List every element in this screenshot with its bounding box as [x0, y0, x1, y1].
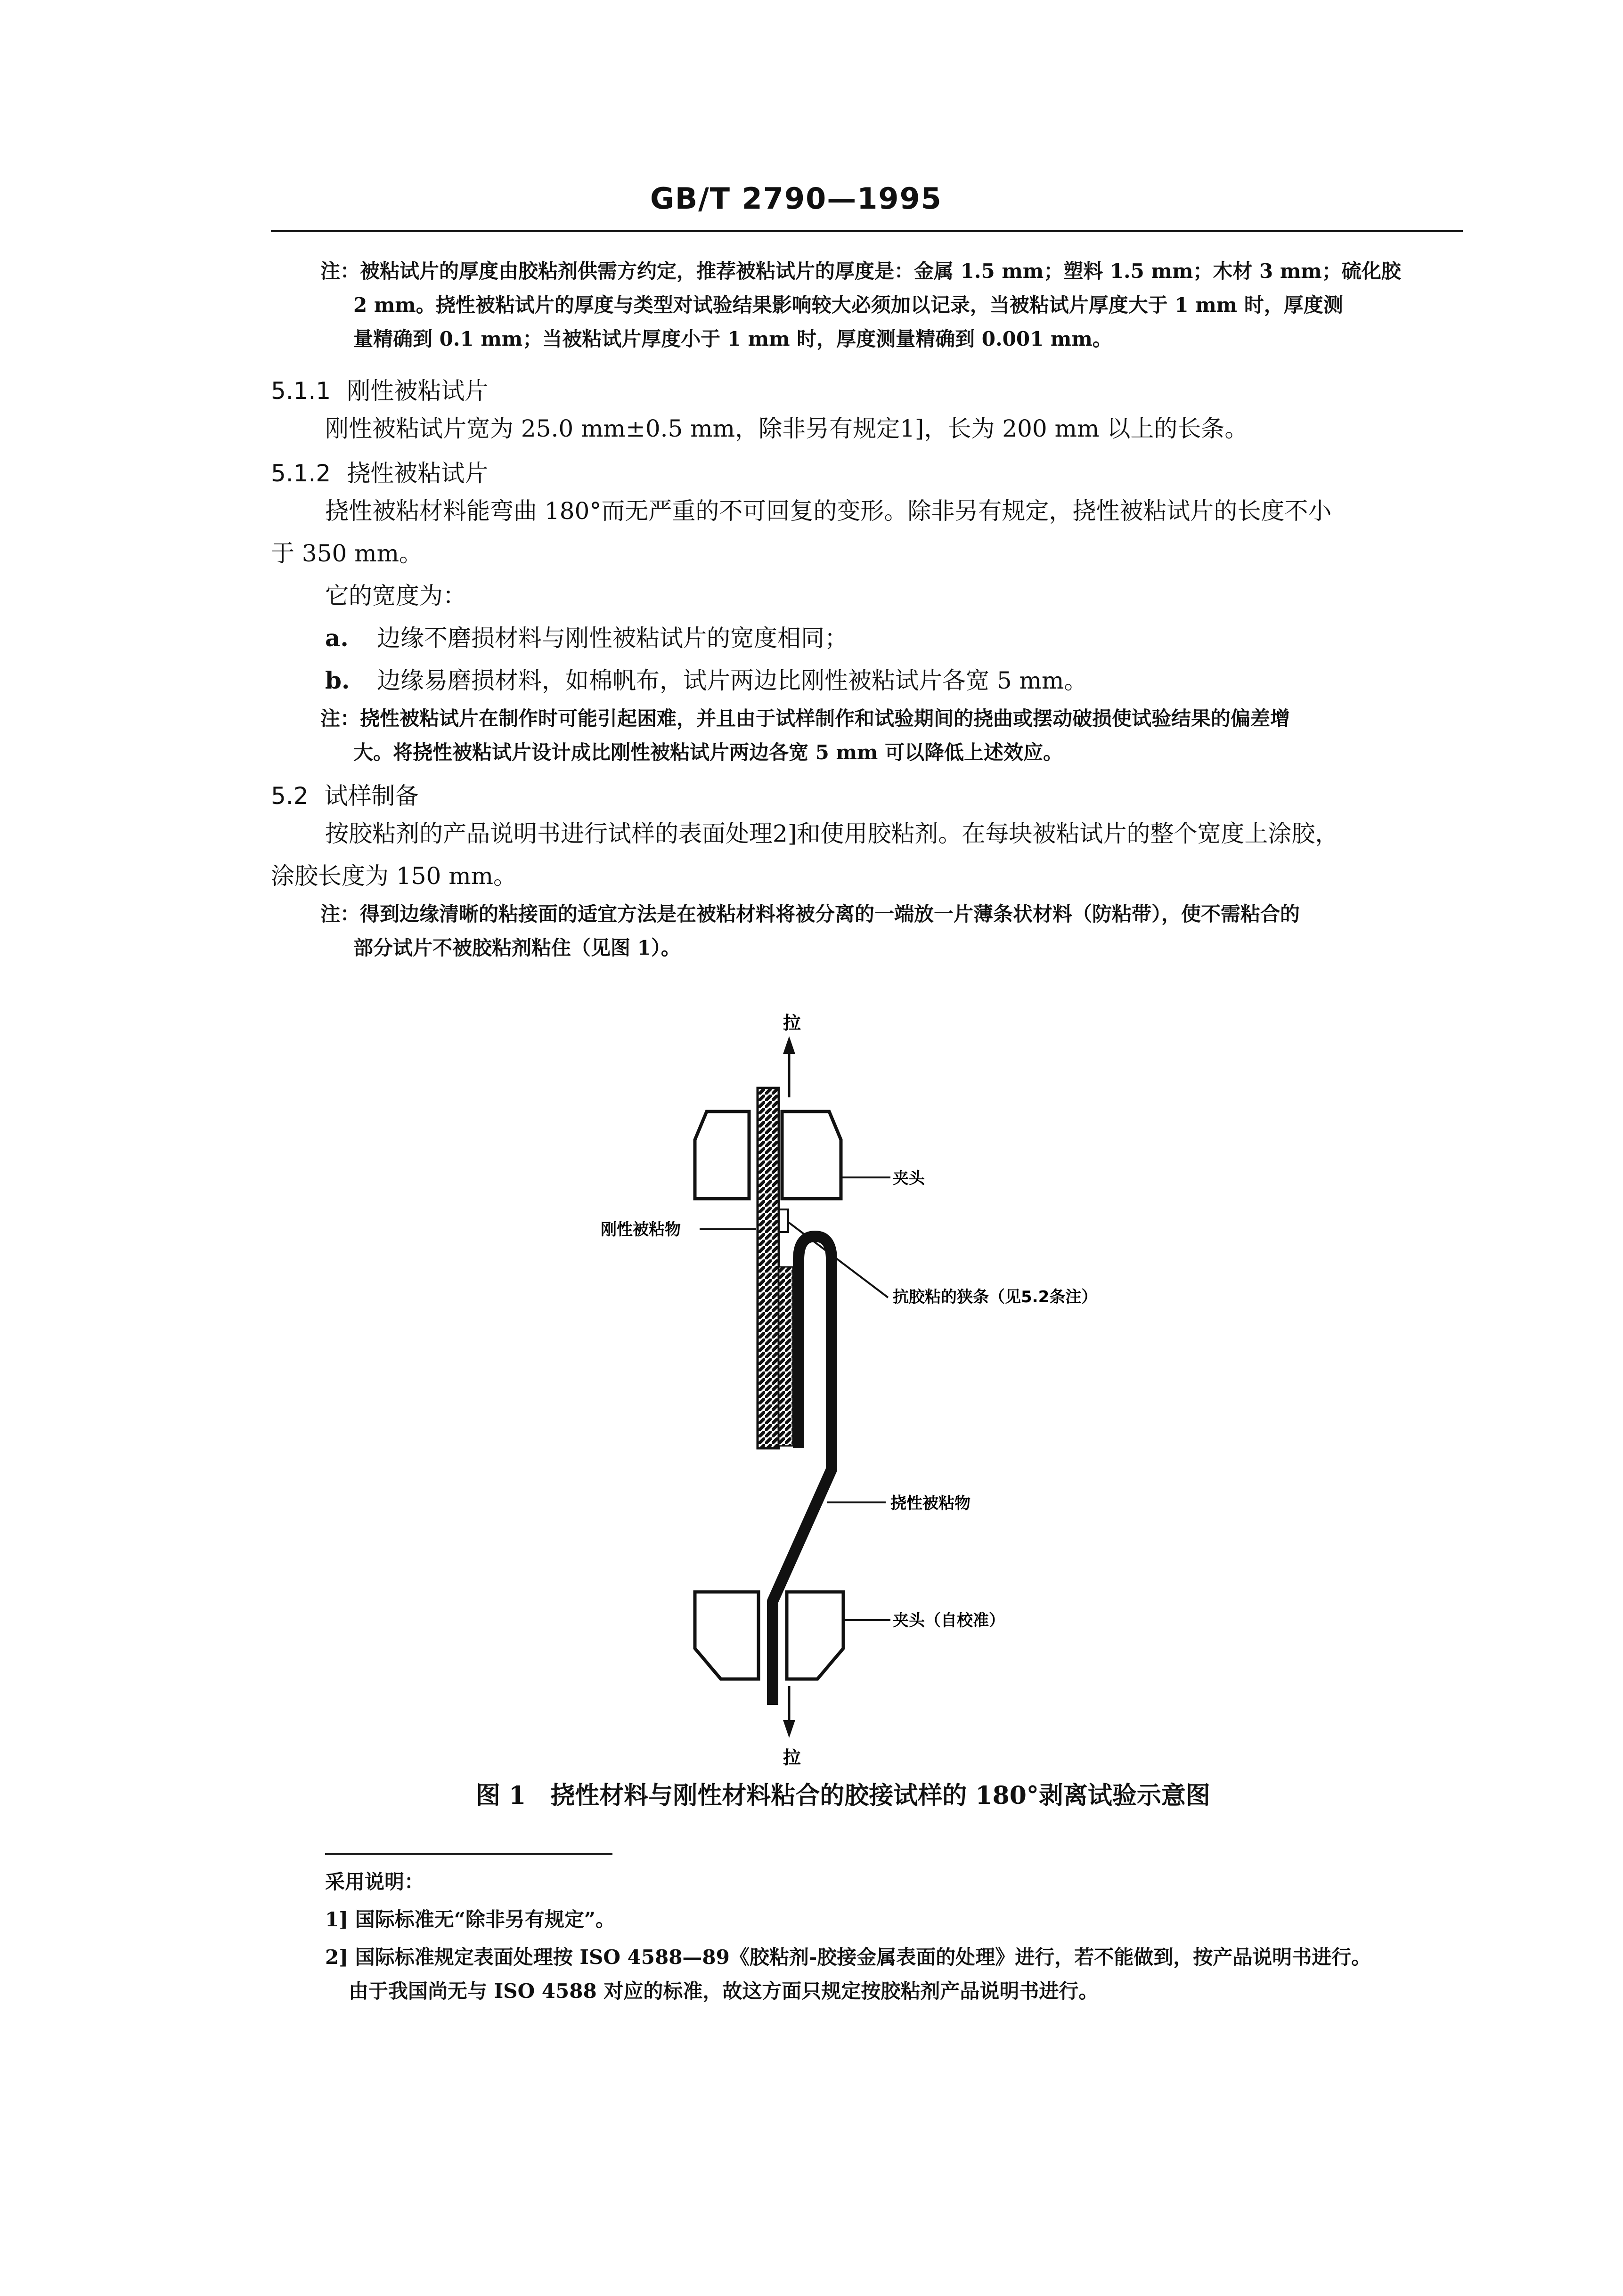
thickness-note-line-1: 注：被粘试片的厚度由胶粘剂供需方约定，推荐被粘试片的厚度是：金属 1.5 mm；塑料 1.5 mm；木材 3 mm；硫化胶: [320, 260, 1401, 283]
label-clamp: 夹头: [893, 1169, 925, 1188]
flexible-note-line-1: 注：挠性被粘试片在制作时可能引起困难，并且由于试样制作和试验期间的挠曲或摆动破损使试验结果的偏差增: [320, 707, 1290, 730]
bottom-clamp-right-jaw: [787, 1592, 843, 1679]
section-5-2-para-line-1: 按胶粘剂的产品说明书进行试样的表面处理2]和使用胶粘剂。在每块被粘试片的整个宽度上涂胶，: [325, 820, 1339, 847]
list-text-a: 边缘不磨损材料与刚性被粘试片的宽度相同；: [377, 625, 848, 652]
section-5-1-2-para-line-2: 于 350 mm。: [271, 540, 423, 567]
top-clamp-left-jaw: [695, 1111, 749, 1199]
anti-adhesion-note-line-1: 注：得到边缘清晰的粘接面的适宜方法是在被粘材料将被分离的一端放一片薄条状材料（防粘带），使不需粘合的: [320, 902, 1300, 925]
section-number: 5.2: [271, 782, 309, 810]
anti-adhesion-strip: [779, 1209, 788, 1232]
label-rigid-adherend: 刚性被粘物: [601, 1220, 681, 1239]
footnote-rule: [325, 1853, 612, 1855]
section-number: 5.1.2: [271, 460, 331, 487]
section-title: 试样制备: [324, 782, 419, 810]
list-text-b: 边缘易磨损材料，如棉帆布，试片两边比刚性被粘试片各宽 5 mm。: [377, 667, 1088, 694]
section-number: 5.1.1: [271, 377, 331, 405]
label-flexible-adherend: 挠性被粘物: [890, 1494, 971, 1513]
section-5-1-1-text: 刚性被粘试片宽为 25.0 mm±0.5 mm，除非另有规定1]，长为 200 mm 以上的长条。: [325, 415, 1248, 442]
anti-adhesion-note-line-2: 部分试片不被胶粘剂粘住（见图 1）。: [353, 936, 681, 959]
footnote-2-line-2: 由于我国尚无与 ISO 4588 对应的标准，故这方面只规定按胶粘剂产品说明书进行。: [349, 1980, 1099, 2003]
label-self-aligning-clamp: 夹头（自校准）: [893, 1611, 1005, 1630]
adhesive-layer: [779, 1267, 793, 1446]
standard-code-header: GB/T 2790—1995: [650, 181, 942, 216]
pull-label-top: 拉: [783, 1013, 801, 1033]
figure-caption: 图 1 挠性材料与刚性材料粘合的胶接试样的 180°剥离试验示意图: [476, 1781, 1210, 1810]
rigid-adherend: [758, 1088, 779, 1448]
list-label-b: b.: [325, 666, 350, 694]
footnote-2-line-1: 2] 国际标准规定表面处理按 ISO 4588—89《胶粘剂-胶接金属表面的处理》进行，若不能做到，按产品说明书进行。: [325, 1946, 1371, 1969]
section-5-1-2-para-line-1: 挠性被粘材料能弯曲 180°而无严重的不可回复的变形。除非另有规定，挠性被粘试片的长度不小: [325, 497, 1332, 525]
pull-label-bottom: 拉: [783, 1747, 801, 1768]
pull-arrow-down-icon: [783, 1686, 795, 1738]
thickness-note-line-2: 2 mm。挠性被粘试片的厚度与类型对试验结果影响较大必须加以记录，当被粘试片厚度大于 1 mm 时，厚度测: [353, 293, 1343, 316]
section-title: 挠性被粘试片: [347, 460, 489, 487]
label-anti-adhesion-strip: 抗胶粘的狭条（见5.2条注）: [893, 1288, 1098, 1306]
width-intro: 它的宽度为：: [325, 582, 466, 609]
flexible-note-line-2: 大。将挠性被粘试片设计成比刚性被粘试片两边各宽 5 mm 可以降低上述效应。: [353, 741, 1063, 764]
bottom-clamp-left-jaw: [695, 1592, 758, 1679]
list-label-a: a.: [325, 624, 349, 652]
section-title: 刚性被粘试片: [347, 377, 489, 405]
footnote-heading: 采用说明：: [325, 1870, 424, 1893]
top-clamp-right-jaw: [782, 1111, 841, 1199]
footnote-1: 1] 国际标准无“除非另有规定”。: [325, 1908, 616, 1931]
section-5-2-para-line-2: 涂胶长度为 150 mm。: [271, 862, 517, 890]
thickness-note-line-3: 量精确到 0.1 mm；当被粘试片厚度小于 1 mm 时，厚度测量精确到 0.001 mm。: [353, 327, 1112, 350]
pull-arrow-up-icon: [783, 1036, 795, 1097]
